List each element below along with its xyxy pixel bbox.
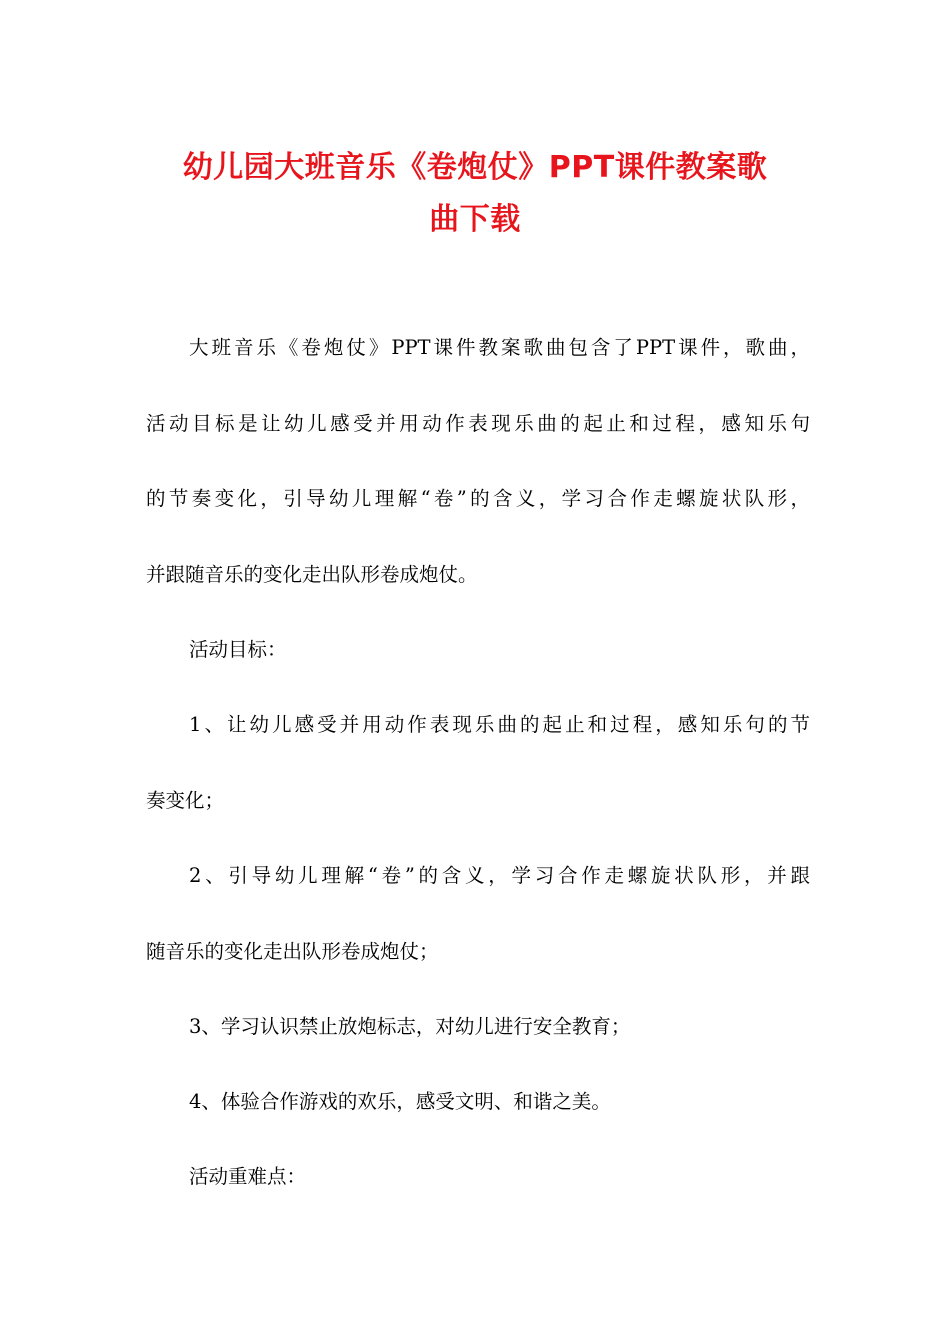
goal-1-line-2: 奏变化； <box>146 789 225 812</box>
paragraph-intro-line-2: 活动目标是让幼儿感受并用动作表现乐曲的起止和过程，感知乐句 <box>146 412 810 435</box>
document-title <box>130 142 820 246</box>
goal-1-line-1: 1、让幼儿感受并用动作表现乐曲的起止和过程，感知乐句的节 <box>189 713 810 736</box>
goal-2-line-1: 2、引导幼儿理解“卷”的含义，学习合作走螺旋状队形，并跟 <box>189 864 810 887</box>
paragraph-intro-line-3: 的节奏变化，引导幼儿理解“卷”的含义，学习合作走螺旋状队形， <box>146 487 810 510</box>
goal-4: 4、体验合作游戏的欢乐，感受文明、和谐之美。 <box>189 1090 611 1113</box>
title-line-1: 幼儿园大班音乐《卷炮仗》PPT课件教案歌 <box>182 150 768 185</box>
title-line-2: 曲下载 <box>429 202 521 237</box>
paragraph-intro-line-1: 大班音乐《卷炮仗》PPT课件教案歌曲包含了PPT课件，歌曲， <box>189 336 810 359</box>
goal-2-line-2: 随音乐的变化走出队形卷成炮仗； <box>146 940 439 963</box>
section-heading-key-points: 活动重难点： <box>189 1165 307 1188</box>
paragraph-intro-line-4: 并跟随音乐的变化走出队形卷成炮仗。 <box>146 563 478 586</box>
goal-3: 3、学习认识禁止放炮标志，对幼儿进行安全教育； <box>189 1015 631 1038</box>
section-heading-goals: 活动目标： <box>189 638 287 661</box>
